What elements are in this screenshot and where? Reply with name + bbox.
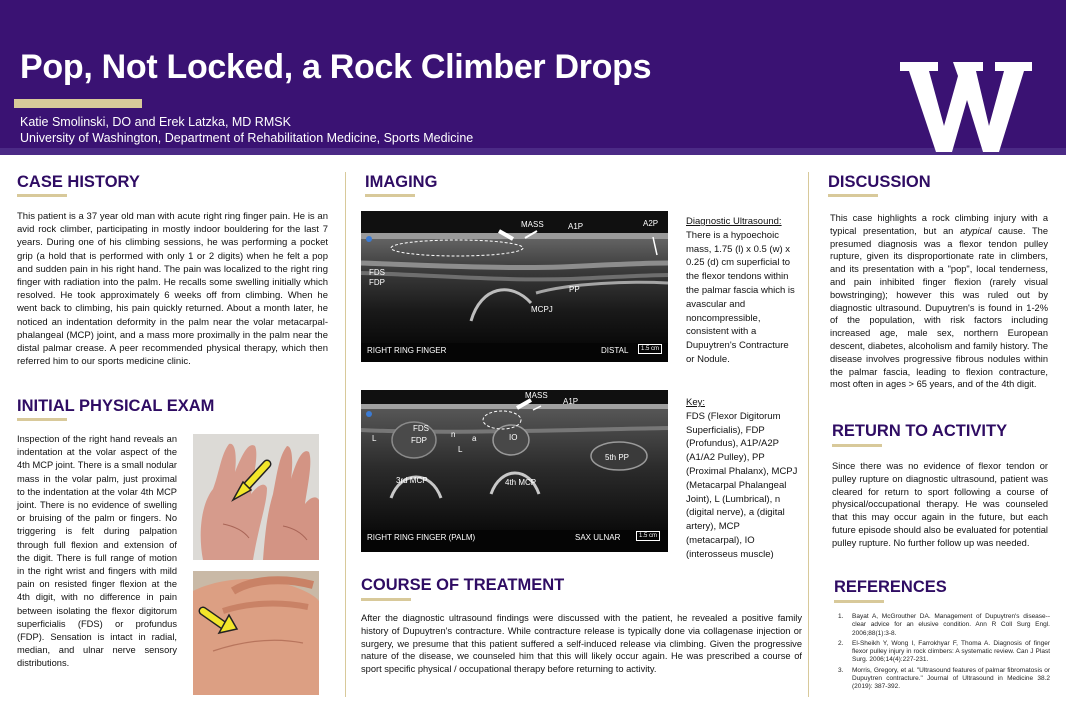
us2-label-4th-mcp: 4th MCP	[505, 478, 537, 487]
references-list	[838, 613, 1050, 694]
reference-number: 3.	[838, 666, 844, 674]
us2-label-bottom-left: RIGHT RING FINGER (PALM)	[367, 533, 476, 542]
us1-label-bottom-right: DISTAL	[601, 346, 629, 355]
references-heading: REFERENCES	[834, 578, 947, 596]
us2-label-n: n	[451, 430, 456, 439]
reference-number: 1.	[838, 613, 844, 620]
return-text: Since there was no evidence of flexor tendon or pulley rupture on diagnostic ultrasound, patient was cleared for return to sport following a course of physical/occupational therapy. He was counseled that this may occur again in the future, but each future episode should also be evaluated for potential pulley rupture. No further follow up was needed.	[832, 461, 1048, 548]
us2-label-3rd-mcp: 3rd MCP	[396, 476, 428, 485]
us1-label-a1p: A1P	[568, 222, 584, 231]
reference-item	[838, 667, 1050, 692]
affiliation: University of Washington, Department of Rehabilitation Medicine, Sports Medicine	[20, 131, 474, 145]
reference-text: El-Sheikh Y, Wong I, Farrokhyar F, Thoma A. Diagnosis of finger flexor pulley injury in rock climbers: A systematic review. Can J Plast Surg. 2006;14(4):227-231.	[852, 639, 1050, 664]
reference-number: 2.	[838, 639, 844, 647]
us2-label-bottom-right: SAX ULNAR	[575, 533, 621, 542]
column-divider-1	[345, 172, 346, 697]
return-underline	[832, 444, 882, 447]
ultrasound-image-2	[361, 390, 668, 552]
us1-label-bottom-left: RIGHT RING FINGER	[367, 346, 447, 355]
us2-label-l2: L	[458, 445, 463, 454]
us1-label-mass: MASS	[521, 220, 544, 229]
ultrasound-image-1	[361, 211, 668, 362]
us2-label-mass: MASS	[525, 391, 548, 400]
us2-scale: 1.5 cm	[636, 531, 660, 541]
ultrasound-caption-title: Diagnostic Ultrasound:	[686, 216, 782, 227]
us2-label-fds: FDS	[413, 424, 429, 433]
physical-exam-underline	[17, 418, 67, 421]
imaging-heading: IMAGING	[365, 173, 438, 191]
key-text: FDS (Flexor Digitorum Superficialis), FDP (Profundus), A1P/A2P (A1/A2 Pulley), PP (Proximal Phalanx), MCPJ (Metacarpal Phalangeal Joint), L (Lumbrical), n (digital nerve), a (digital artery), MCP (metacarpal), IO (interosseus muscle)	[686, 410, 798, 560]
us1-label-pp: PP	[569, 285, 580, 294]
ultrasound-caption-1	[686, 215, 798, 367]
physical-exam-heading: INITIAL PHYSICAL EXAM	[17, 397, 215, 415]
references-underline	[834, 600, 884, 603]
case-history-underline	[17, 194, 67, 197]
reference-text: Morris, Gregory, et al. "Ultrasound features of palmar fibromatosis or Dupuytren contracture." Journal of Ultrasound in Medicine 38.2 (2019): 387-392.	[852, 666, 1050, 691]
course-heading: COURSE OF TREATMENT	[361, 576, 565, 594]
us2-label-io: IO	[509, 433, 518, 442]
course-underline	[361, 598, 411, 601]
physical-exam-text: Inspection of the right hand reveals an indentation at the volar aspect of the 4th MCP joint. There is a small nodular mass in the volar palm, just proximal to the indentation at the volar 4th MCP joint. There is no evidence of swelling or bruising of the palm or fingers. No triggering is felt during palpation through full flexion and extension of the digit. There is full range of motion in the right wrist and fingers with mild pain on resisted finger flexion at the 4th digit, with no difference in pain between isolating the flexor digitorum superficialis (FDS) or profundus (FDP). Sensation is intact in radial, median, and ulnar nerve sensory distributions.	[17, 434, 177, 669]
imaging-underline	[365, 194, 415, 197]
title-accent-bar	[14, 99, 142, 108]
reference-item	[838, 640, 1050, 665]
discussion-heading: DISCUSSION	[828, 173, 931, 191]
hand-photo-1	[193, 434, 319, 560]
column-divider-2	[808, 172, 809, 697]
uw-logo	[900, 62, 1032, 157]
uw-w-icon	[900, 62, 1032, 152]
discussion-text-part2: cause. The presumed diagnosis was a flexor tendon pulley rupture, given its disproportionate rate in climbers, and its presentation with a "pop", local tenderness, and pain inhibited finger flexion (rarely visual bowstringing); however this was ruled out by diagnostic ultrasound. Dupuytren's is found in 1-2% of the population, with risk factors including increased age, male sex, northern European descent, diabetes, alcoholism and family history. The disease involves progressive fibrous nodules within the palmar fascia, leading to flexion contracture, most often in ages > 65 years, and of the 4th digit.	[830, 225, 1048, 390]
discussion-underline	[828, 194, 878, 197]
us1-label-mcpj: MCPJ	[531, 305, 553, 314]
case-history-heading: CASE HISTORY	[17, 173, 140, 191]
ultrasound-caption-text: There is a hypoechoic mass, 1.75 (l) x 0.5 (w) x 0.25 (d) cm superficial to the flexor tendons within the palmar fascia which is avascular and noncompressible, consistent with a Dupuytren's Contracture or Nodule.	[686, 229, 795, 365]
us2-label-fdp: FDP	[411, 436, 427, 445]
discussion-text	[830, 212, 1048, 391]
us2-label-a: a	[472, 434, 477, 443]
discussion-text-part1: This case highlights a rock climbing injury with a typical presentation, but an	[830, 213, 1048, 236]
us2-label-5th-pp: 5th PP	[605, 453, 630, 462]
key-title: Key:	[686, 397, 706, 408]
course-text: After the diagnostic ultrasound findings were discussed with the patient, he revealed a positive family history of Dupuytren's contracture. While contracture release is typically done via collagenase injection or surgery, we presume that this patient suffered a self-induced release via climbing. Given the progressive nature of the disease, we counseled him that this will likely occur again. He was prescribed a course of sport specific physical / occupational therapy before returning to activity.	[361, 613, 802, 675]
poster-title: Pop, Not Locked, a Rock Climber Drops	[20, 48, 652, 86]
discussion-text-italic: atypical	[959, 225, 992, 236]
us1-label-fds: FDS	[369, 268, 385, 277]
reference-item	[838, 613, 1050, 638]
case-history-text: This patient is a 37 year old man with acute right ring finger pain. He is an avid rock climber, participating in mostly indoor bouldering for the last 7 years. During one of his climbing sessions, he was performing a pocket grip (a hold that is performed with only 1 or 2 digits) when he felt a pop and sudden pain in his right hand. The pain was localized to the right ring finger with radiation into the palm. He recalls some swelling initially which resolved. He took approximately 6 weeks off from climbing. When he went back to climbing, his pain quickly returned. About a month later, he noticed an indentation deformity in the palm near the volar metacarpal-phalangeal (MCP) joint, and a mass more proximally in the palm near the distal palmar crease. A peer recommended physical therapy, which then referred him to our sports medicine clinic.	[17, 211, 328, 368]
us2-label-l1: L	[372, 434, 377, 443]
us2-label-a1p: A1P	[563, 397, 579, 406]
return-heading: RETURN TO ACTIVITY	[832, 422, 1008, 440]
hand-photo-2	[193, 571, 319, 695]
us1-label-a2p: A2P	[643, 219, 659, 228]
reference-text: Bayat A, McGrouther DA. Management of Dupuytren's disease--clear advice for an elusive condition. Ann R Coll Surg Engl. 2006;88(1):3-8.	[852, 613, 1050, 637]
authors: Katie Smolinski, DO and Erek Latzka, MD RMSK	[20, 115, 291, 129]
us1-scale: 1.5 cm	[638, 344, 662, 354]
ultrasound-key	[686, 396, 798, 562]
us1-label-fdp: FDP	[369, 278, 385, 287]
